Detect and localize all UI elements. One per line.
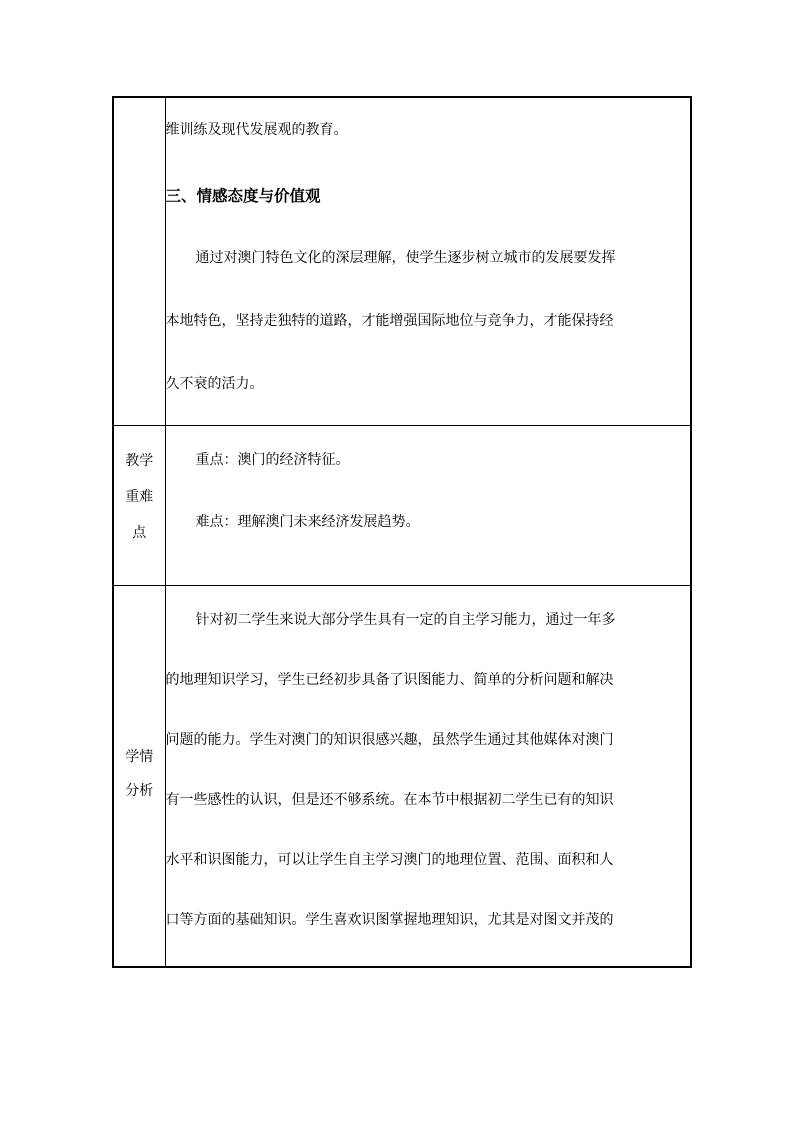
paragraph-text: 通过对澳门特色文化的深层理解，使学生逐步树立城市的发展要发挥 bbox=[195, 250, 616, 266]
key-points-cell bbox=[165, 425, 691, 585]
row-label-cell bbox=[113, 97, 165, 425]
table-row bbox=[113, 97, 691, 425]
paragraph-text: 维训练及现代发展观的教育。 bbox=[165, 122, 348, 138]
row-label-cell bbox=[113, 425, 165, 585]
paragraph-text: 针对初二学生来说大部分学生具有一定的自主学习能力，通过一年多 bbox=[195, 611, 616, 628]
table-row bbox=[113, 585, 691, 967]
row-label: 重难 bbox=[125, 488, 154, 505]
paragraph-text: 有一些感性的认识，但是还不够系统。在本节中根据初二学生已有的知识 bbox=[165, 791, 614, 808]
row-label: 点 bbox=[132, 524, 147, 541]
paragraph-text: 口等方面的基础知识。学生喜欢识图掌握地理知识，尤其是对图文并茂的 bbox=[165, 911, 614, 928]
difficult-point-text: 难点：理解澳门未来经济发展趋势。 bbox=[195, 513, 420, 530]
objectives-cell bbox=[165, 97, 691, 425]
paragraph-text: 本地特色，坚持走独特的道路，才能增强国际地位与竞争力，才能保持经 bbox=[165, 313, 614, 329]
paragraph-text: 久不衰的活力。 bbox=[165, 376, 264, 392]
student-analysis-cell bbox=[165, 585, 691, 967]
paragraph-text: 问题的能力。学生对澳门的知识很感兴趣，虽然学生通过其他媒体对澳门 bbox=[165, 731, 614, 748]
row-label: 分析 bbox=[125, 782, 154, 799]
section-heading: 三、情感态度与价值观 bbox=[165, 187, 321, 205]
row-label-cell bbox=[113, 585, 165, 967]
row-label: 学情 bbox=[125, 748, 154, 765]
row-label: 教学 bbox=[125, 452, 154, 469]
paragraph-text: 水平和识图能力，可以让学生自主学习澳门的地理位置、范围、面积和人 bbox=[165, 851, 614, 868]
table-row bbox=[113, 425, 691, 585]
key-point-text: 重点：澳门的经济特征。 bbox=[195, 451, 350, 468]
paragraph-text: 的地理知识学习，学生已经初步具备了识图能力、简单的分析问题和解决 bbox=[165, 671, 614, 688]
lesson-plan-table bbox=[112, 96, 692, 968]
